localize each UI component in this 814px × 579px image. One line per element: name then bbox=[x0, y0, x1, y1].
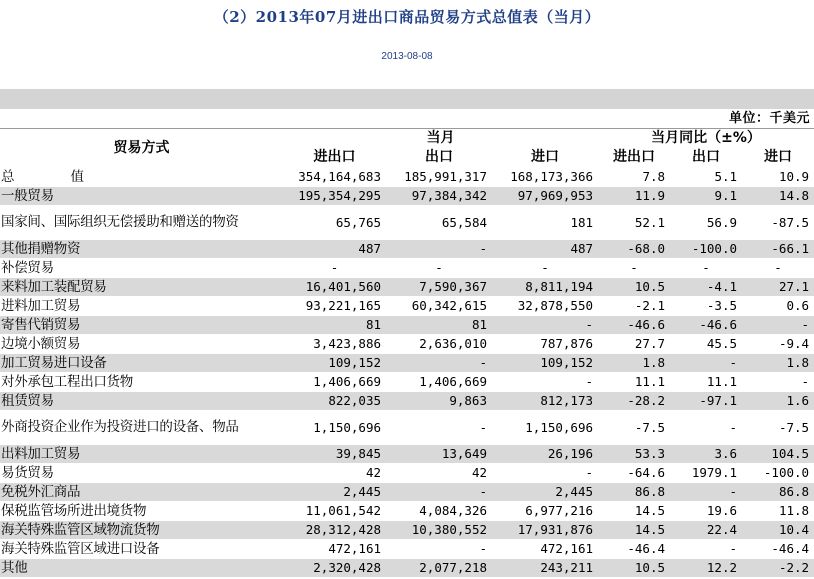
row-trade-mode: 总值 bbox=[0, 168, 283, 187]
cell-yoy-total: -46.6 bbox=[598, 316, 670, 335]
header-trade-mode: 贸易方式 bbox=[0, 129, 283, 168]
cell-yoy-total: - bbox=[598, 259, 670, 278]
cell-yoy-total: 14.5 bbox=[598, 521, 670, 540]
row-trade-mode: 免税外汇商品 bbox=[0, 483, 283, 502]
cell-month-import: 787,876 bbox=[492, 335, 598, 354]
cell-yoy-total: 52.1 bbox=[598, 206, 670, 240]
cell-month-import: - bbox=[492, 464, 598, 483]
table-row bbox=[0, 297, 814, 316]
cell-yoy-import: -2.2 bbox=[742, 559, 814, 578]
cell-yoy-import: 27.1 bbox=[742, 278, 814, 297]
cell-month-import: 2,445 bbox=[492, 483, 598, 502]
table-row bbox=[0, 411, 814, 445]
cell-yoy-export: - bbox=[670, 411, 742, 445]
cell-yoy-total: -64.6 bbox=[598, 464, 670, 483]
header-yoy: 当月同比（±%） bbox=[598, 129, 814, 149]
cell-yoy-export: - bbox=[670, 540, 742, 559]
cell-month-import: 6,977,216 bbox=[492, 502, 598, 521]
table-row bbox=[0, 521, 814, 540]
cell-yoy-total: 7.8 bbox=[598, 168, 670, 187]
cell-month-total: 472,161 bbox=[283, 540, 386, 559]
table-row bbox=[0, 278, 814, 297]
row-trade-mode: 补偿贸易 bbox=[0, 259, 283, 278]
cell-yoy-total: -46.4 bbox=[598, 540, 670, 559]
cell-yoy-total: -2.1 bbox=[598, 297, 670, 316]
row-trade-mode: 其他捐赠物资 bbox=[0, 240, 283, 259]
table-row bbox=[0, 206, 814, 240]
cell-month-import: 472,161 bbox=[492, 540, 598, 559]
table-header bbox=[0, 129, 814, 168]
table-row bbox=[0, 316, 814, 335]
cell-month-total: 11,061,542 bbox=[283, 502, 386, 521]
cell-yoy-export: 11.1 bbox=[670, 373, 742, 392]
cell-month-import: - bbox=[492, 373, 598, 392]
cell-yoy-export: 12.2 bbox=[670, 559, 742, 578]
row-trade-mode: 外商投资企业作为投资进口的设备、物品 bbox=[0, 411, 283, 445]
header-current-month: 当月 bbox=[283, 129, 598, 149]
cell-yoy-export: -97.1 bbox=[670, 392, 742, 411]
cell-month-export: 2,636,010 bbox=[386, 335, 492, 354]
cell-yoy-export: 56.9 bbox=[670, 206, 742, 240]
table-row bbox=[0, 240, 814, 259]
row-trade-mode: 寄售代销贸易 bbox=[0, 316, 283, 335]
cell-yoy-total: 11.1 bbox=[598, 373, 670, 392]
cell-month-total: 16,401,560 bbox=[283, 278, 386, 297]
cell-month-export: - bbox=[386, 259, 492, 278]
cell-month-export: 4,084,326 bbox=[386, 502, 492, 521]
cell-yoy-export: -46.6 bbox=[670, 316, 742, 335]
cell-month-export: - bbox=[386, 411, 492, 445]
cell-month-total: 81 bbox=[283, 316, 386, 335]
table-row bbox=[0, 335, 814, 354]
cell-yoy-export: 22.4 bbox=[670, 521, 742, 540]
cell-month-import: 243,211 bbox=[492, 559, 598, 578]
cell-yoy-import: 104.5 bbox=[742, 445, 814, 464]
cell-month-total: 2,320,428 bbox=[283, 559, 386, 578]
cell-month-total: 93,221,165 bbox=[283, 297, 386, 316]
cell-yoy-import: 1.6 bbox=[742, 392, 814, 411]
row-trade-mode: 其他 bbox=[0, 559, 283, 578]
cell-month-export: 9,863 bbox=[386, 392, 492, 411]
cell-month-export: 7,590,367 bbox=[386, 278, 492, 297]
cell-month-import: 812,173 bbox=[492, 392, 598, 411]
cell-month-total: 354,164,683 bbox=[283, 168, 386, 187]
table-row bbox=[0, 464, 814, 483]
header-yoy-import: 进口 bbox=[764, 149, 793, 165]
cell-yoy-total: 14.5 bbox=[598, 502, 670, 521]
cell-yoy-total: -28.2 bbox=[598, 392, 670, 411]
cell-yoy-export: 9.1 bbox=[670, 187, 742, 206]
cell-yoy-total: 1.8 bbox=[598, 354, 670, 373]
cell-month-total: 3,423,886 bbox=[283, 335, 386, 354]
table-row bbox=[0, 168, 814, 187]
cell-month-total: 195,354,295 bbox=[283, 187, 386, 206]
row-trade-mode: 进料加工贸易 bbox=[0, 297, 283, 316]
table-row bbox=[0, 392, 814, 411]
header-month-import: 进口 bbox=[531, 149, 559, 165]
cell-yoy-import: -66.1 bbox=[742, 240, 814, 259]
table-row bbox=[0, 187, 814, 206]
cell-yoy-import: -100.0 bbox=[742, 464, 814, 483]
table-row bbox=[0, 445, 814, 464]
cell-month-export: - bbox=[386, 240, 492, 259]
row-trade-mode: 对外承包工程出口货物 bbox=[0, 373, 283, 392]
cell-month-export: 65,584 bbox=[386, 206, 492, 240]
table-row bbox=[0, 559, 814, 578]
cell-month-export: - bbox=[386, 483, 492, 502]
cell-month-import: 181 bbox=[492, 206, 598, 240]
cell-month-total: 39,845 bbox=[283, 445, 386, 464]
cell-yoy-import: - bbox=[742, 259, 814, 278]
cell-yoy-import: 0.6 bbox=[742, 297, 814, 316]
row-trade-mode: 国家间、国际组织无偿援助和赠送的物资 bbox=[0, 206, 283, 240]
row-trade-mode: 边境小额贸易 bbox=[0, 335, 283, 354]
cell-yoy-total: 11.9 bbox=[598, 187, 670, 206]
header-month-total: 进出口 bbox=[313, 149, 356, 165]
cell-yoy-import: 11.8 bbox=[742, 502, 814, 521]
cell-month-import: 32,878,550 bbox=[492, 297, 598, 316]
cell-month-export: 97,384,342 bbox=[386, 187, 492, 206]
cell-yoy-total: 27.7 bbox=[598, 335, 670, 354]
cell-yoy-total: 10.5 bbox=[598, 278, 670, 297]
page-title: （2）2013年07月进出口商品贸易方式总值表（当月） bbox=[213, 8, 601, 26]
cell-yoy-export: 45.5 bbox=[670, 335, 742, 354]
cell-yoy-total: 86.8 bbox=[598, 483, 670, 502]
cell-yoy-import: 14.8 bbox=[742, 187, 814, 206]
cell-month-export: 13,649 bbox=[386, 445, 492, 464]
header-yoy-export: 出口 bbox=[692, 149, 721, 165]
cell-yoy-export: - bbox=[670, 354, 742, 373]
cell-month-export: 42 bbox=[386, 464, 492, 483]
cell-month-import: - bbox=[492, 316, 598, 335]
cell-month-export: 185,991,317 bbox=[386, 168, 492, 187]
cell-yoy-export: -4.1 bbox=[670, 278, 742, 297]
cell-yoy-import: 86.8 bbox=[742, 483, 814, 502]
cell-month-total: 28,312,428 bbox=[283, 521, 386, 540]
cell-yoy-export: - bbox=[670, 259, 742, 278]
cell-yoy-export: -100.0 bbox=[670, 240, 742, 259]
cell-yoy-import: -46.4 bbox=[742, 540, 814, 559]
cell-month-export: 81 bbox=[386, 316, 492, 335]
cell-month-total: 65,765 bbox=[283, 206, 386, 240]
cell-month-total: - bbox=[283, 259, 386, 278]
cell-yoy-import: 10.4 bbox=[742, 521, 814, 540]
row-trade-mode: 出料加工贸易 bbox=[0, 445, 283, 464]
cell-month-export: 60,342,615 bbox=[386, 297, 492, 316]
cell-yoy-total: 10.5 bbox=[598, 559, 670, 578]
cell-month-export: 1,406,669 bbox=[386, 373, 492, 392]
cell-yoy-total: -7.5 bbox=[598, 411, 670, 445]
cell-month-import: 109,152 bbox=[492, 354, 598, 373]
header-month-export: 出口 bbox=[425, 149, 453, 165]
row-trade-mode: 保税监管场所进出境货物 bbox=[0, 502, 283, 521]
cell-yoy-import: 10.9 bbox=[742, 168, 814, 187]
cell-yoy-export: 5.1 bbox=[670, 168, 742, 187]
table-row bbox=[0, 373, 814, 392]
row-trade-mode: 易货贸易 bbox=[0, 464, 283, 483]
table-row bbox=[0, 259, 814, 278]
cell-yoy-import: 1.8 bbox=[742, 354, 814, 373]
cell-yoy-import: - bbox=[742, 316, 814, 335]
cell-month-total: 1,150,696 bbox=[283, 411, 386, 445]
row-trade-mode: 海关特殊监管区域进口设备 bbox=[0, 540, 283, 559]
cell-yoy-import: - bbox=[742, 373, 814, 392]
row-trade-mode: 来料加工装配贸易 bbox=[0, 278, 283, 297]
cell-month-total: 2,445 bbox=[283, 483, 386, 502]
cell-month-import: 168,173,366 bbox=[492, 168, 598, 187]
cell-month-export: 2,077,218 bbox=[386, 559, 492, 578]
publish-date: 2013-08-08 bbox=[381, 51, 433, 62]
table-row bbox=[0, 502, 814, 521]
row-trade-mode: 加工贸易进口设备 bbox=[0, 354, 283, 373]
cell-yoy-export: 1979.1 bbox=[670, 464, 742, 483]
cell-month-total: 822,035 bbox=[283, 392, 386, 411]
cell-month-total: 42 bbox=[283, 464, 386, 483]
cell-month-export: - bbox=[386, 354, 492, 373]
cell-month-export: - bbox=[386, 540, 492, 559]
table-row bbox=[0, 483, 814, 502]
cell-yoy-import: -9.4 bbox=[742, 335, 814, 354]
cell-yoy-export: -3.5 bbox=[670, 297, 742, 316]
row-trade-mode: 租赁贸易 bbox=[0, 392, 283, 411]
cell-yoy-export: 19.6 bbox=[670, 502, 742, 521]
cell-yoy-total: -68.0 bbox=[598, 240, 670, 259]
header-yoy-total: 进出口 bbox=[613, 149, 656, 165]
header-divider-bar bbox=[0, 89, 814, 109]
cell-month-total: 487 bbox=[283, 240, 386, 259]
cell-yoy-export: 3.6 bbox=[670, 445, 742, 464]
table-body bbox=[0, 168, 814, 578]
table-row bbox=[0, 354, 814, 373]
unit-label: 单位：千美元 bbox=[728, 111, 810, 126]
cell-month-import: 487 bbox=[492, 240, 598, 259]
cell-month-total: 109,152 bbox=[283, 354, 386, 373]
cell-yoy-import: -7.5 bbox=[742, 411, 814, 445]
cell-month-total: 1,406,669 bbox=[283, 373, 386, 392]
table-row bbox=[0, 540, 814, 559]
cell-yoy-import: -87.5 bbox=[742, 206, 814, 240]
cell-month-import: 97,969,953 bbox=[492, 187, 598, 206]
cell-month-import: 8,811,194 bbox=[492, 278, 598, 297]
cell-month-import: 17,931,876 bbox=[492, 521, 598, 540]
cell-yoy-total: 53.3 bbox=[598, 445, 670, 464]
cell-month-export: 10,380,552 bbox=[386, 521, 492, 540]
cell-month-import: 1,150,696 bbox=[492, 411, 598, 445]
cell-month-import: 26,196 bbox=[492, 445, 598, 464]
cell-month-import: - bbox=[492, 259, 598, 278]
trade-mode-table bbox=[0, 128, 814, 577]
cell-yoy-export: - bbox=[670, 483, 742, 502]
row-trade-mode: 海关特殊监管区域物流货物 bbox=[0, 521, 283, 540]
row-trade-mode: 一般贸易 bbox=[0, 187, 283, 206]
